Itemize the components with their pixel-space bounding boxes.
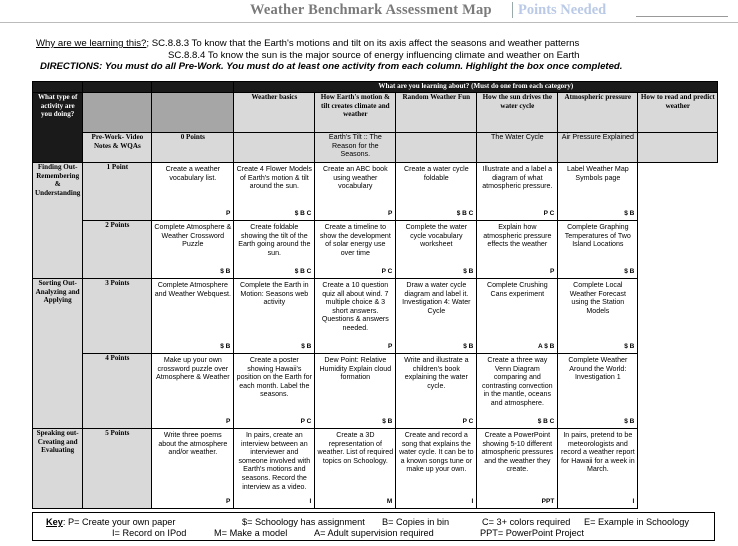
activity-cell[interactable] <box>558 163 638 221</box>
requirement-code: $ B C <box>456 210 474 218</box>
key-item: : P= Create your own paper <box>62 517 176 527</box>
points-label: 3 Points <box>83 279 152 354</box>
activity-text: Create a water cycle foldable <box>403 165 469 182</box>
requirement-code: $ B <box>220 343 231 351</box>
activity-cell[interactable] <box>396 429 477 509</box>
requirement-code: $ B <box>624 418 635 426</box>
activity-text: Write and illustrate a children's book explaining the water cycle. <box>404 356 469 390</box>
directions: DIRECTIONS: You must do all Pre-Work. You must do at least one activity from each column. Highlight the box once completed. <box>40 61 623 72</box>
activity-text: In pairs, create an interview between an interviewer and someone involved with Earth's motions and seasons. Record the interview as a video. <box>238 431 311 491</box>
activity-cell[interactable] <box>396 354 477 429</box>
requirement-code: P C <box>300 418 312 426</box>
activity-cell[interactable] <box>152 429 234 509</box>
activity-text: Make up your own crossword puzzle over Atmosphere & Weather <box>156 356 230 382</box>
header-divider <box>512 2 513 18</box>
assessment-grid <box>32 81 718 509</box>
header-rule <box>0 22 738 23</box>
activity-cell[interactable] <box>558 354 638 429</box>
activity-text: Write three poems about the atmosphere and/or weather. <box>158 431 228 457</box>
requirement-code: P <box>387 343 393 351</box>
activity-text: Create a PowerPoint showing 5-10 different atmospheric pressures and the weather they create. <box>481 431 554 474</box>
activity-cell[interactable] <box>477 221 558 279</box>
category-label: Speaking out- Creating and Evaluating <box>33 429 83 509</box>
activity-cell[interactable] <box>152 279 234 354</box>
prework-cell[interactable]: Air Pressure Explained <box>558 133 638 163</box>
activity-text: Complete Atmosphere and Weather Webquest. <box>154 281 231 298</box>
activity-text: Create foldable showing the tilt of the Earth going around the sun. <box>238 223 311 257</box>
requirement-code: I <box>632 498 635 506</box>
activity-text: Create a three way Venn Diagram comparing and contrasting convection in the mantle, oceans and atmosphere. <box>482 356 553 407</box>
requirement-code: $ B <box>301 343 312 351</box>
why-standard-1: ; SC.8.8.3 To know that the Earth's motions and tilt on its axis affect the seasons and weather patterns <box>146 38 580 49</box>
key-item: PPT= PowerPoint Project <box>480 528 584 538</box>
requirement-code: $ B <box>463 268 474 276</box>
activity-text: Create a poster showing Hawaii's position on the Earth for each month. Label the seasons. <box>236 356 312 399</box>
points-label: 2 Points <box>83 221 152 279</box>
points-label: 5 Points <box>83 429 152 509</box>
column-header: How to read and predict weather <box>638 93 718 133</box>
why-label: Why are we learning this? <box>36 38 147 49</box>
activity-text: Create and record a song that explains the water cycle. It can be to a known songs tune or make up your own. <box>399 431 474 474</box>
prework-cell[interactable] <box>638 133 718 163</box>
key-item: A= Adult supervision required <box>314 528 434 538</box>
activity-text: Complete Graphing Temperatures of Two Island Locations <box>564 223 631 249</box>
corner-cell <box>33 82 83 93</box>
activity-cell[interactable] <box>315 221 396 279</box>
activity-text: Create 4 Flower Models of Earth's motion & tilt around the sun. <box>236 165 312 191</box>
activity-cell[interactable] <box>152 354 234 429</box>
column-header: How Earth's motion & tilt creates climate and weather <box>315 93 396 133</box>
key-item: E= Example in Schoology <box>584 517 689 527</box>
requirement-code: P C <box>543 210 555 218</box>
activity-text: Explain how atmospheric pressure effects the weather <box>483 223 552 249</box>
activity-cell[interactable] <box>152 163 234 221</box>
activity-cell[interactable] <box>477 279 558 354</box>
activity-cell[interactable] <box>234 279 315 354</box>
prework-cell[interactable] <box>396 133 477 163</box>
activity-cell[interactable] <box>477 163 558 221</box>
activity-cell[interactable] <box>315 354 396 429</box>
requirement-code: PPT <box>541 498 555 506</box>
activity-cell[interactable] <box>396 221 477 279</box>
activity-text: Complete Crushing Cans experiment <box>486 281 548 298</box>
key-item: I= Record on IPod <box>112 528 187 538</box>
key-item: B= Copies in bin <box>382 517 450 527</box>
requirement-code: P <box>225 418 231 426</box>
category-label: Sorting Out- Analyzing and Applying <box>33 279 83 429</box>
activity-type-header: What type of activity are you doing? <box>33 93 83 163</box>
activity-text: Create an ABC book using weather vocabulary <box>322 165 388 191</box>
activity-cell[interactable] <box>396 163 477 221</box>
activity-cell[interactable] <box>558 429 638 509</box>
requirement-code: P <box>225 210 231 218</box>
topic-header: What are you learning about? (Must do one from each category) <box>234 82 718 93</box>
activity-text: Complete Local Weather Forecast using the Station Models <box>569 281 626 315</box>
column-header: How the sun drives the water cycle <box>477 93 558 133</box>
requirement-code: $ B <box>463 343 474 351</box>
requirement-code: P C <box>381 268 393 276</box>
activity-text: Create a timeline to show the development of solar energy use over time <box>319 223 391 257</box>
key-item: M= Make a model <box>214 528 288 538</box>
key-label: Key <box>46 517 63 527</box>
activity-cell[interactable] <box>234 221 315 279</box>
page-title: Weather Benchmark Assessment Map <box>250 2 492 18</box>
requirement-code: $ B <box>624 210 635 218</box>
activity-cell[interactable] <box>234 163 315 221</box>
activity-text: Complete Weather Around the World: Investigation 1 <box>568 356 628 382</box>
requirement-code: $ B C <box>294 210 312 218</box>
activity-cell[interactable] <box>315 279 396 354</box>
activity-cell[interactable] <box>152 221 234 279</box>
requirement-code: I <box>471 498 474 506</box>
activity-text: Dew Point: Relative Humidity Explain cloud formation <box>319 356 392 382</box>
activity-text: Create a 10 question quiz all about wind. 7 multiple choice & 3 short answers. Questions & answers needed. <box>321 281 389 332</box>
requirement-code: P <box>387 210 393 218</box>
corner-cell <box>152 82 234 93</box>
activity-text: Create a weather vocabulary list. <box>165 165 221 182</box>
corner-cell <box>83 82 152 93</box>
activity-cell[interactable] <box>315 429 396 509</box>
activity-text: Draw a water cycle diagram and label it. Investigation 4: Water Cycle <box>402 281 471 315</box>
why-line-1 <box>36 38 579 49</box>
column-header: Atmospheric pressure <box>558 93 638 133</box>
requirement-code: P C <box>462 418 474 426</box>
activity-cell[interactable] <box>396 279 477 354</box>
prework-cell[interactable] <box>234 133 315 163</box>
activity-cell[interactable] <box>558 279 638 354</box>
page-header <box>0 0 738 22</box>
activity-text: In pairs, pretend to be meteorologists and record a weather report for Hawaii for a week in March. <box>560 431 635 474</box>
activity-text: Illustrate and a label a diagram of what atmospheric pressure. <box>482 165 553 191</box>
requirement-code: $ B C <box>537 418 555 426</box>
requirement-code: $ B <box>382 418 393 426</box>
activity-cell[interactable] <box>558 221 638 279</box>
activity-text: Create a 3D representation of weather. List of required topics on Schoology. <box>317 431 394 465</box>
column-header: Random Weather Fun <box>396 93 477 133</box>
activity-text: Label Weather Map Symbols page <box>566 165 629 182</box>
category-label: Finding Out- Remembering & Understanding <box>33 163 83 279</box>
key-item: $= Schoology has assignment <box>242 517 365 527</box>
blank-header-cell <box>152 93 234 133</box>
requirement-code: P <box>549 268 555 276</box>
points-label: 1 Point <box>83 163 152 221</box>
requirement-code: P <box>225 498 231 506</box>
activity-cell[interactable] <box>234 354 315 429</box>
requirement-code: I <box>309 498 312 506</box>
activity-text: Complete the Earth in Motion: Seasons web activity <box>240 281 309 307</box>
requirement-code: M <box>386 498 393 506</box>
activity-cell[interactable] <box>477 429 558 509</box>
points-label: 0 Points <box>152 133 234 163</box>
requirement-code: $ B <box>624 268 635 276</box>
blank-header-cell <box>83 93 152 133</box>
column-header: Weather basics <box>234 93 315 133</box>
why-standard-2: SC.8.8.4 To know the sun is the major source of energy influencing climate and weather on Earth <box>168 50 580 61</box>
points-needed-blank[interactable] <box>636 16 728 17</box>
requirement-code: $ B C <box>294 268 312 276</box>
requirement-code: $ B <box>624 343 635 351</box>
requirement-code: $ B <box>220 268 231 276</box>
category-prework: Pre-Work- Video Notes & WQAs <box>83 133 152 163</box>
activity-text: Complete Atmosphere & Weather Crossword Puzzle <box>154 223 232 249</box>
activity-cell[interactable] <box>234 429 315 509</box>
points-needed-label: Points Needed <box>518 2 607 18</box>
prework-cell[interactable]: The Water Cycle <box>477 133 558 163</box>
activity-text: Complete the water cycle vocabulary worksheet <box>405 223 468 249</box>
key-item: C= 3+ colors required <box>482 517 571 527</box>
requirement-code: A $ B <box>537 343 555 351</box>
prework-cell[interactable]: Earth's Tilt :: The Reason for the Seasons. <box>315 133 396 163</box>
points-label: 4 Points <box>83 354 152 429</box>
activity-cell[interactable] <box>315 163 396 221</box>
activity-cell[interactable] <box>477 354 558 429</box>
